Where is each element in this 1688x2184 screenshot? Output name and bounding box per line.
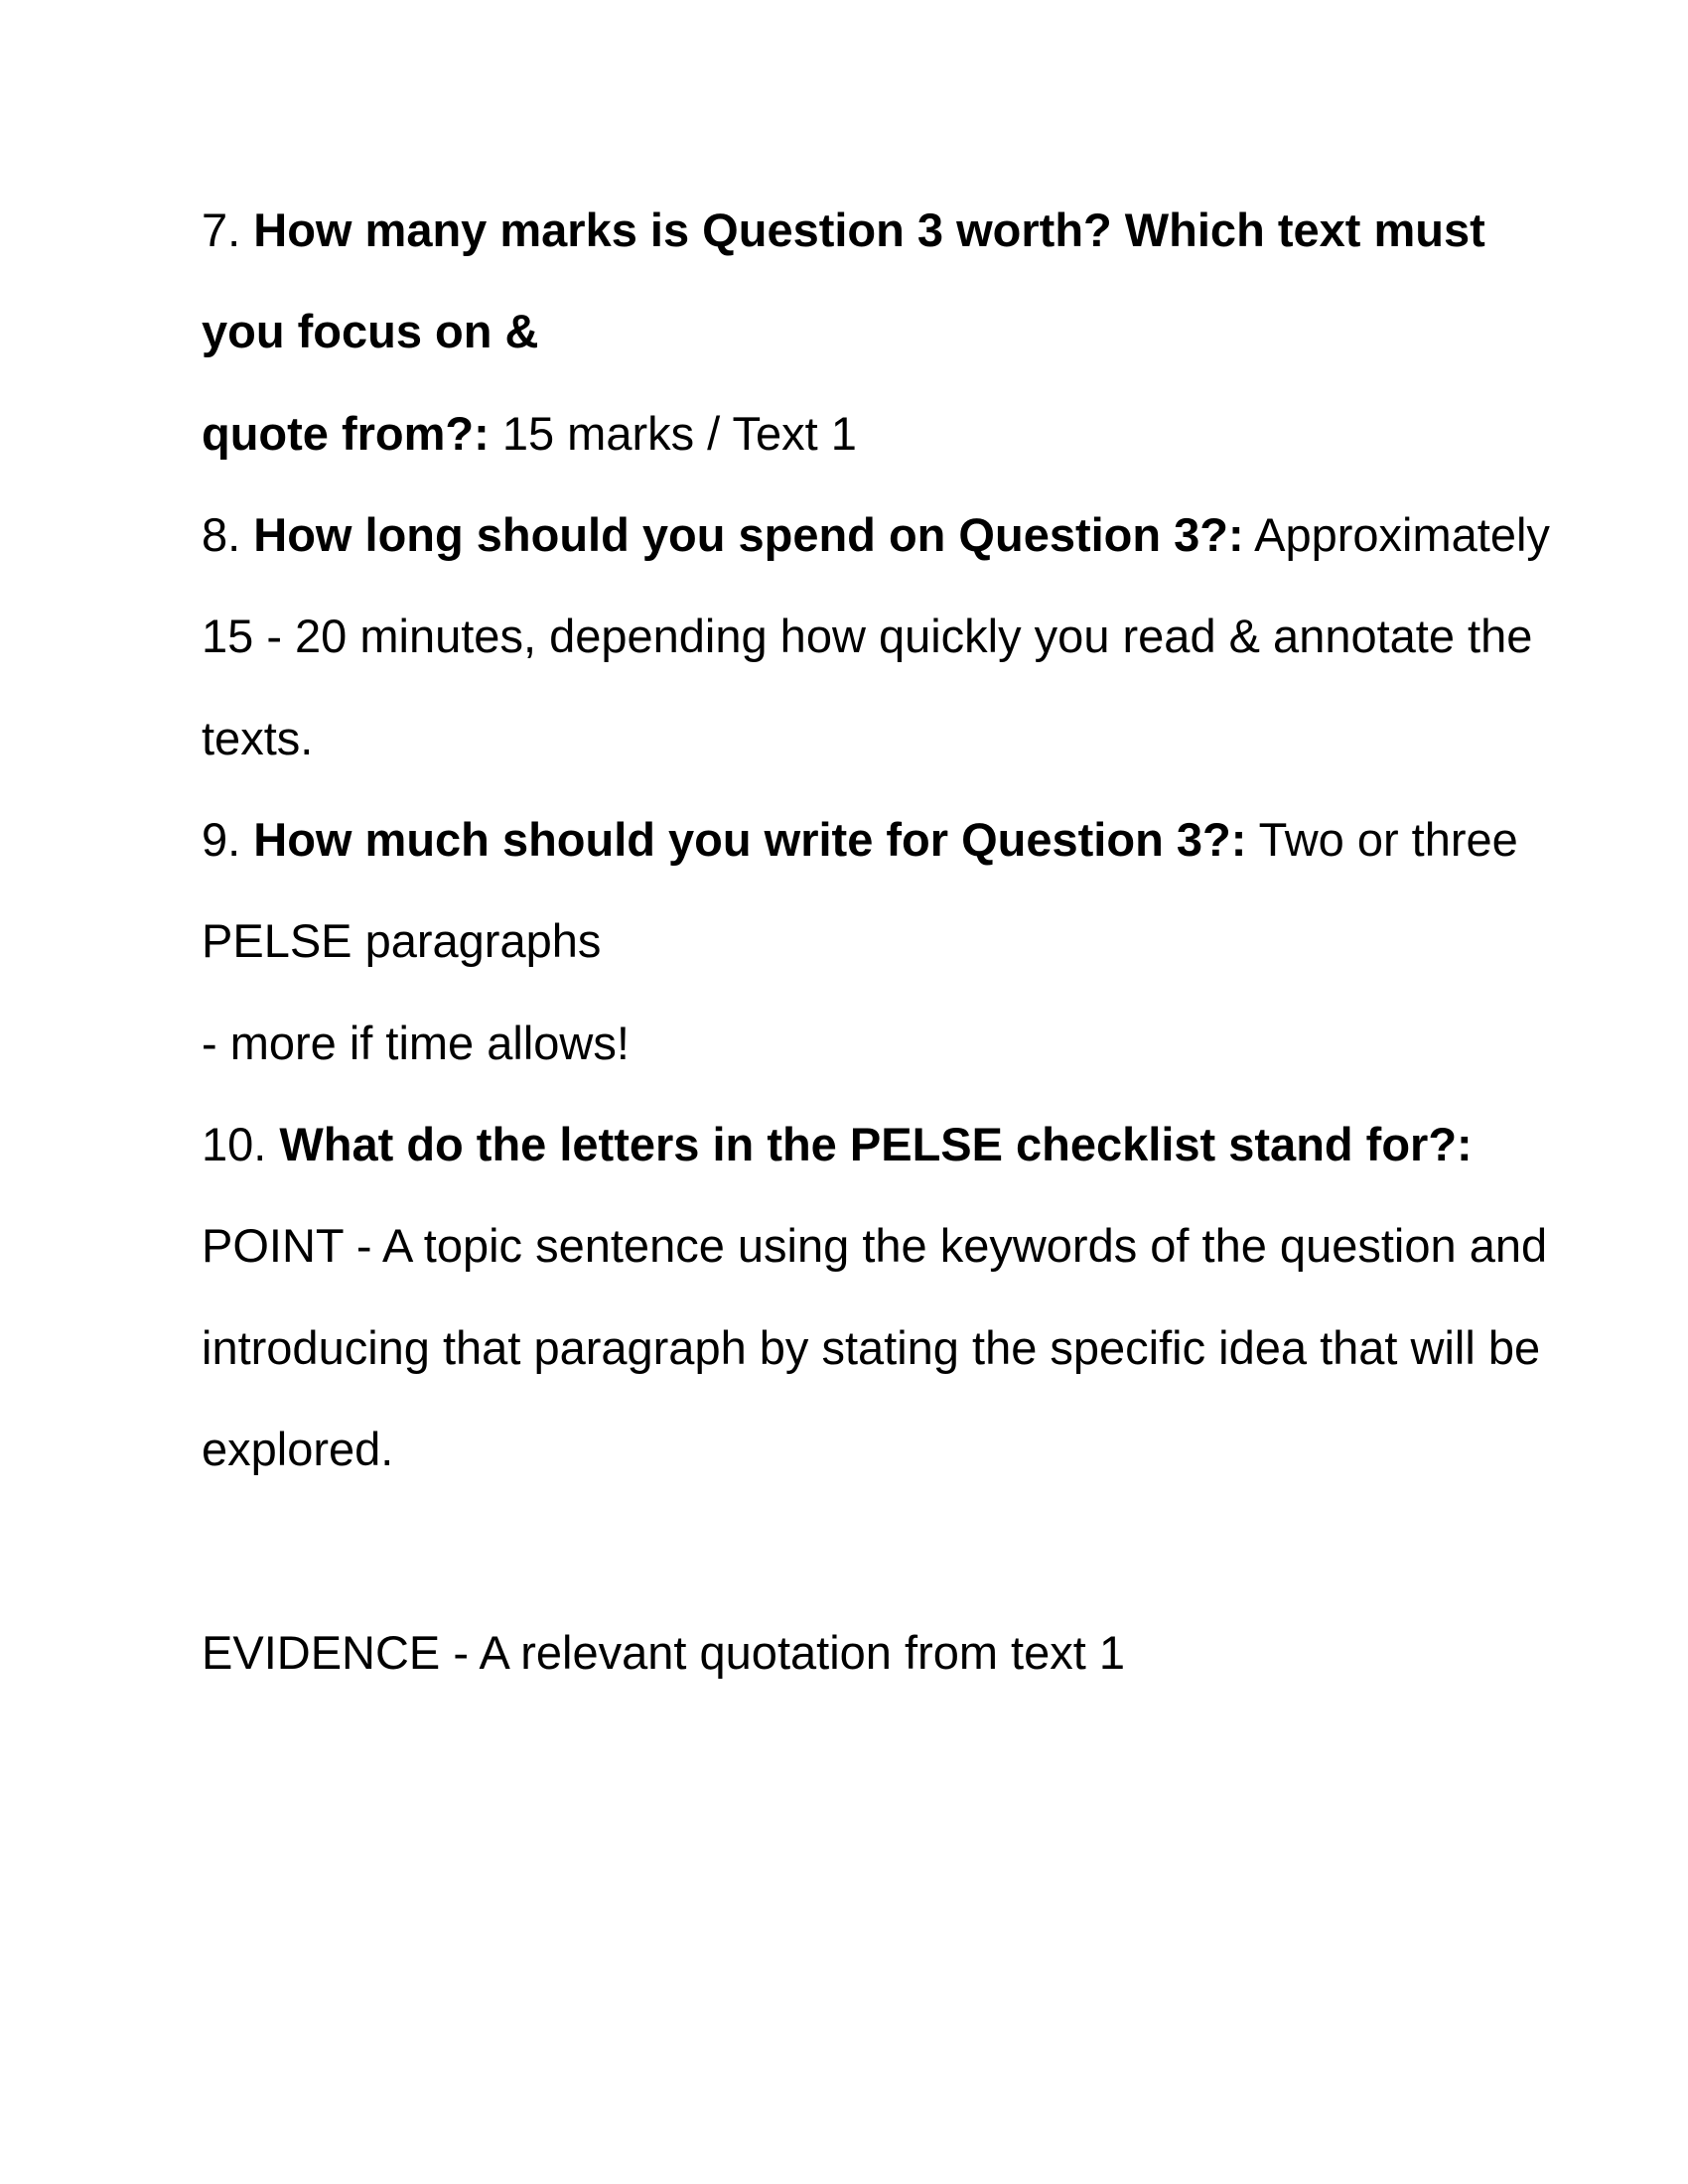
question-7-line-1 <box>202 204 1485 256</box>
question-number: 7. <box>202 204 241 256</box>
point-definition-line-1: POINT - A topic sentence using the keywords of the question and <box>202 1219 1548 1272</box>
answer-text: Two or three <box>1258 813 1518 866</box>
evidence-definition: EVIDENCE - A relevant quotation from text 1 <box>202 1626 1125 1679</box>
answer-8-line-2: 15 - 20 minutes, depending how quickly you read & annotate the <box>202 610 1533 662</box>
question-8-line-1 <box>202 508 1550 561</box>
answer-9-line-2: PELSE paragraphs <box>202 914 602 967</box>
answer-text: Approximately <box>1254 508 1550 561</box>
question-7-line-2: you focus on & <box>202 305 539 357</box>
answer-text: 15 marks / Text 1 <box>501 407 857 460</box>
point-definition-line-2: introducing that paragraph by stating the specific idea that will be <box>202 1321 1541 1374</box>
question-text: quote from?: <box>202 407 490 460</box>
question-text: What do the letters in the PELSE checklist stand for?: <box>279 1118 1473 1170</box>
question-9-line-1 <box>202 813 1518 866</box>
question-text: How much should you write for Question 3?: <box>253 813 1247 866</box>
question-number: 9. <box>202 813 241 866</box>
question-text: How long should you spend on Question 3?: <box>253 508 1244 561</box>
question-number: 8. <box>202 508 241 561</box>
answer-8-line-3: texts. <box>202 712 314 764</box>
question-text: How many marks is Question 3 worth? Which text must <box>253 204 1485 256</box>
point-definition-line-3: explored. <box>202 1423 394 1475</box>
question-number: 10. <box>202 1118 267 1170</box>
question-7-line-3 <box>202 407 857 460</box>
answer-9-line-3: - more if time allows! <box>202 1017 630 1069</box>
question-10-line-1 <box>202 1118 1473 1170</box>
